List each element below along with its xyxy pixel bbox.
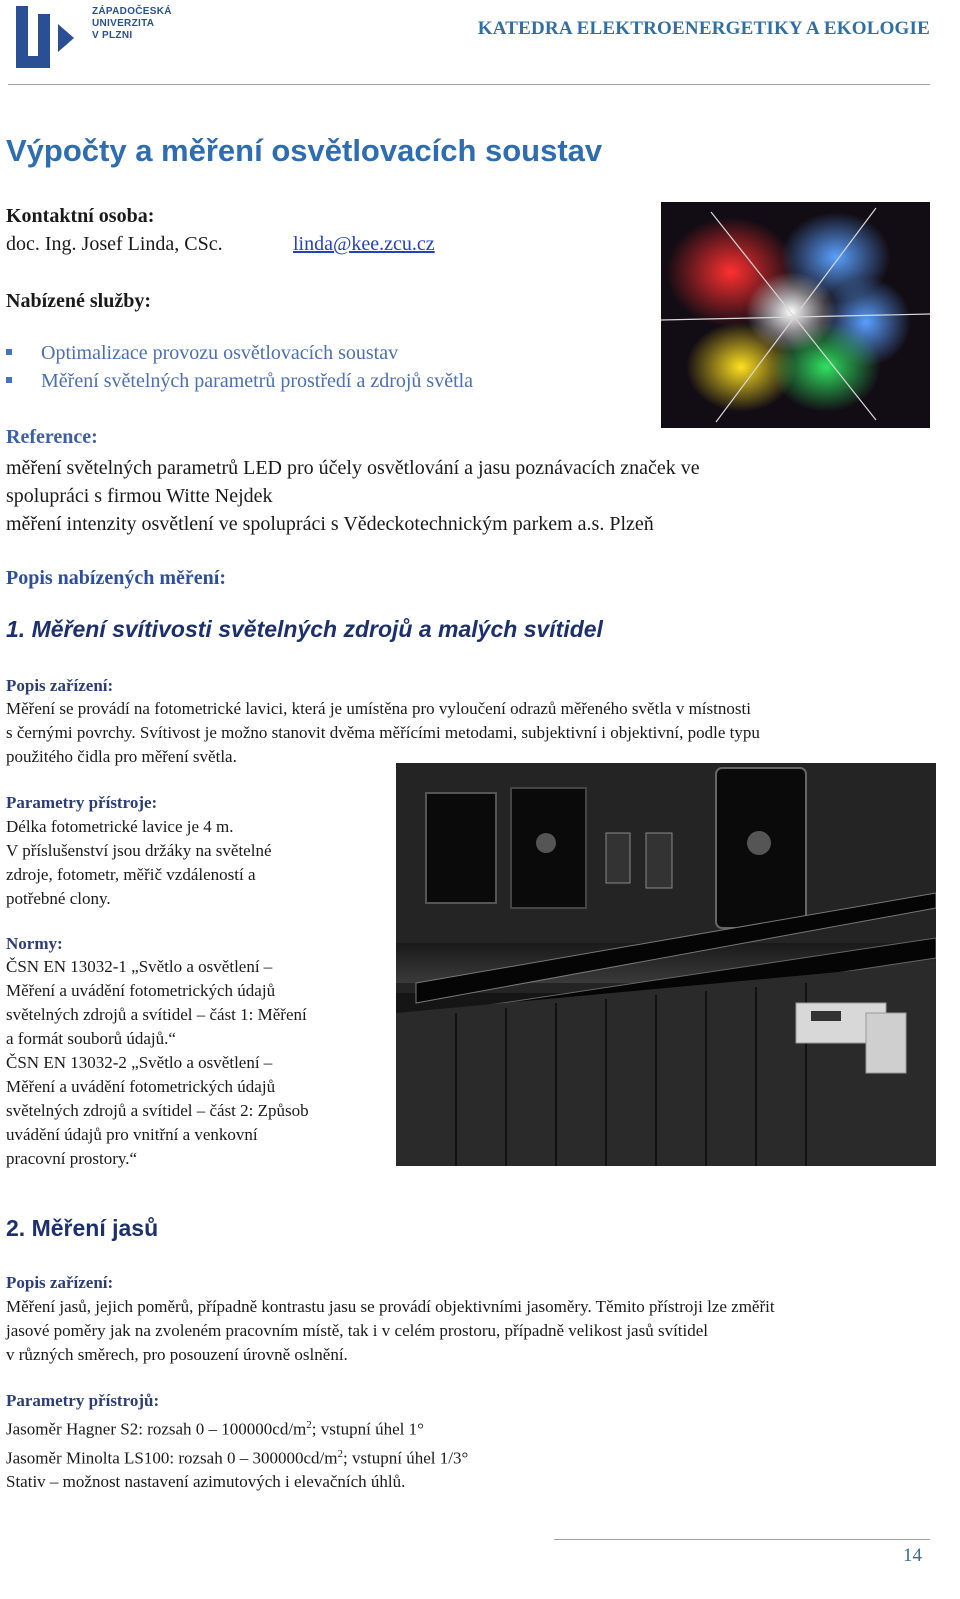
contact-name: doc. Ing. Josef Linda, CSc. [6,233,223,255]
param-text: Jasoměr Minolta LS100: rozsah 0 – 300000cd/m [6,1448,338,1468]
text-line: světelných zdrojů a svítidel – část 2: Způsob [6,1101,309,1120]
logo-line-1: ZÁPADOČESKÁ [92,6,172,17]
text-line [6,1442,706,1471]
section-2-device-text [6,1295,930,1367]
department-name: KATEDRA ELEKTROENERGETIKY A EKOLOGIE [477,18,930,39]
text-line: uvádění údajů pro vnitřní a venkovní [6,1125,258,1144]
bullet-icon [6,349,12,355]
text-line [6,1413,706,1442]
text-line: Měření jasů, jejich poměrů, případně kontrastu jasu se provádí objektivními jasoměry. Těmito přístroji lze změřit [6,1297,775,1316]
university-logo-text [92,6,172,42]
text-line: Měření a uvádění fotometrických údajů [6,1077,276,1096]
text-line: potřebné clony. [6,889,111,908]
logo-line-2: UNIVERZITA [92,18,155,29]
list-item [6,369,473,397]
contact-label: Kontaktní osoba: [6,205,155,227]
header-divider [8,84,930,85]
references-label: Reference: [6,426,98,448]
param-text: Stativ – možnost nastavení azimutových i elevačních úhlů. [6,1472,406,1492]
logo-line-3: V PLZNI [92,30,133,41]
superscript: 2 [337,1447,343,1460]
section-1-device-label: Popis zařízení: [6,676,114,695]
param-text: ; vstupní úhel 1/3° [342,1448,469,1468]
text-line: V příslušenství jsou držáky na světelné [6,841,272,860]
text-line: v různých směrech, pro posouzení úrovně oslnění. [6,1345,348,1364]
reference-line: měření intenzity osvětlení ve spolupráci s Vědeckotechnickým parkem a.s. Plzeň [6,513,654,535]
section-1-heading: 1. Měření svítivosti světelných zdrojů a malých svítidel [6,616,603,642]
section-2-params-text [6,1413,706,1494]
list-item [6,341,473,369]
page-number: 14 [903,1545,922,1566]
text-line: zdroje, fotometr, měřič vzdáleností a [6,865,256,884]
page-title: Výpočty a měření osvětlovacích soustav [6,133,603,168]
bullet-icon [6,377,12,383]
section-2-params-label: Parametry přístrojů: [6,1391,160,1410]
reference-line: spolupráci s firmou Witte Nejdek [6,485,273,507]
text-line: jasové poměry jak na zvoleném pracovním místě, tak i v celém prostoru, případně velikost jasů svítidel [6,1321,709,1340]
param-text: Jasoměr Hagner S2: rozsah 0 – 100000cd/m [6,1419,307,1439]
text-line: ČSN EN 13032-2 „Světlo a osvětlení – [6,1053,273,1072]
text-line: Měření a uvádění fotometrických údajů [6,981,276,1000]
photometric-bench-photo [396,763,936,1166]
service-text: Měření světelných parametrů prostředí a zdrojů světla [41,370,474,392]
section-1-params-text [6,815,386,911]
measurements-label: Popis nabízených měření: [6,567,226,589]
text-line: pracovní prostory.“ [6,1149,138,1168]
led-star-photo [661,202,930,428]
text-line [6,1470,706,1494]
text-line: Měření se provádí na fotometrické lavici, která je umístěna pro vyloučení odrazů měřeného světla v místnosti [6,699,751,718]
section-1-device-text [6,697,930,769]
section-2-heading: 2. Měření jasů [6,1215,159,1241]
services-list [6,341,473,397]
university-logo-icon [14,4,76,72]
section-1-norms-label: Normy: [6,934,63,953]
param-text: ; vstupní úhel 1° [311,1419,424,1439]
text-line: světelných zdrojů a svítidel – část 1: Měření [6,1005,307,1024]
reference-line: měření světelných parametrů LED pro účely osvětlování a jasu poznávacích značek ve [6,457,700,479]
references-text [6,454,886,538]
text-line: s černými povrchy. Svítivost je možno stanovit dvěma měřícími metodami, subjektivní i objektivní, podle typu [6,723,760,742]
services-label: Nabízené služby: [6,290,151,312]
service-text: Optimalizace provozu osvětlovacích soustav [41,342,399,364]
text-line: použitého čidla pro měření světla. [6,747,237,766]
text-line: Délka fotometrické lavice je 4 m. [6,817,234,836]
section-1-params-label: Parametry přístroje: [6,793,158,812]
text-line: a formát souborů údajů.“ [6,1029,176,1048]
contact-email-link[interactable]: linda@kee.zcu.cz [293,233,435,255]
section-1-norms-text [6,955,391,1171]
text-line: ČSN EN 13032-1 „Světlo a osvětlení – [6,957,273,976]
superscript: 2 [306,1419,312,1431]
section-2-device-label: Popis zařízení: [6,1273,114,1292]
footer-divider [554,1539,930,1540]
